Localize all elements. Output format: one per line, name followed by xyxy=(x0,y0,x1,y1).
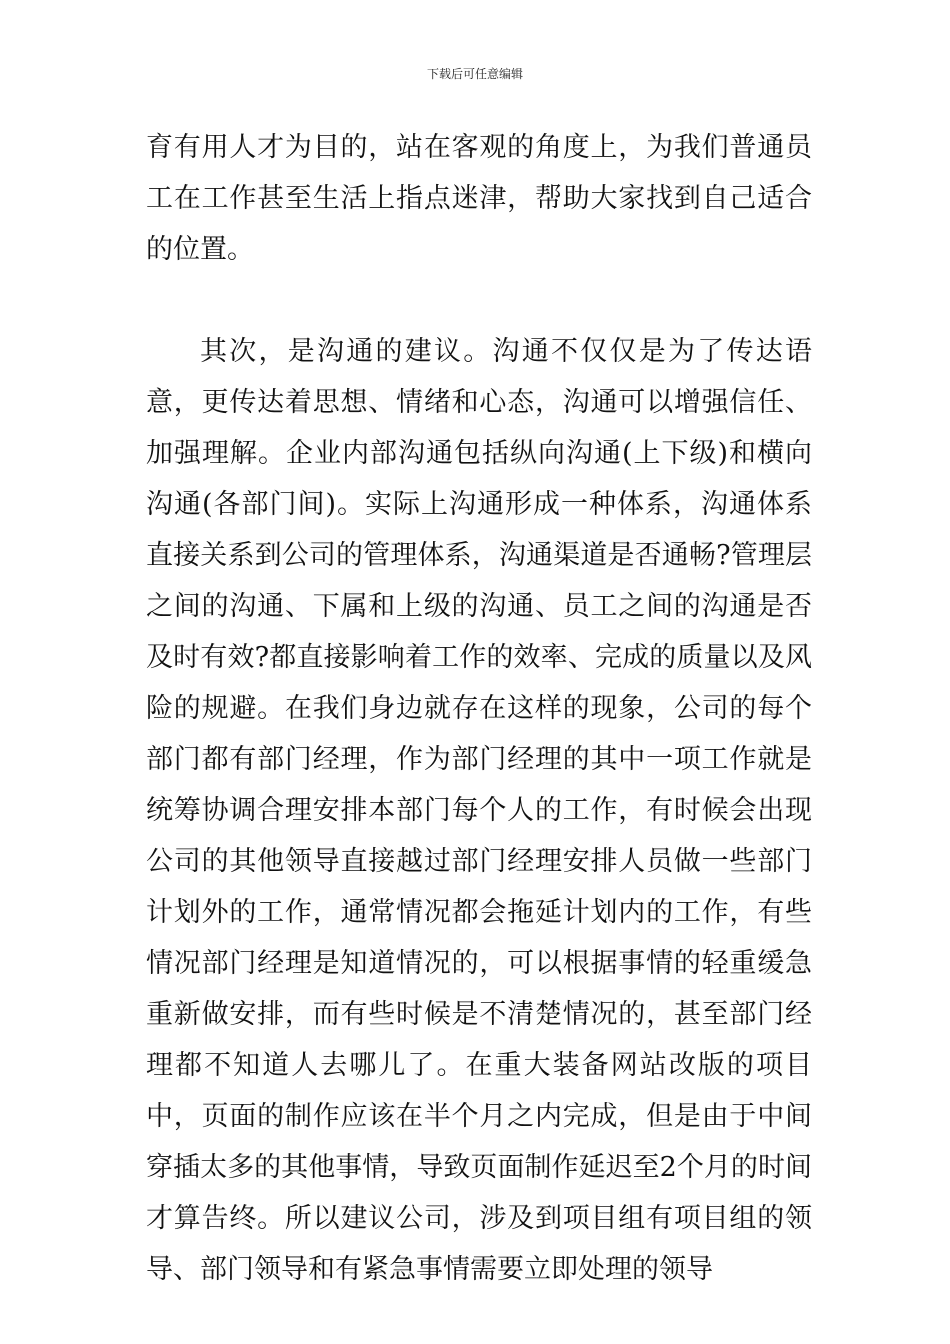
page-header-note: 下载后可任意编辑 xyxy=(426,67,523,81)
paragraph-communication: 其次，是沟通的建议。沟通不仅仅是为了传达语意，更传达着思想、情绪和心态，沟通可以增强信任、加强理解。企业内部沟通包括纵向沟通(上下级)和横向沟通(各部门间)。实际上沟通形成一种体系，沟通体系直接关系到公司的管理体系，沟通渠道是否通畅?管理层之间的沟通、下属和上级的沟通、员工之间的沟通是否及时有效?都直接影响着工作的效率、完成的质量以及风险的规避。在我们身边就存在这样的现象，公司的每个部门都有部门经理，作为部门经理的其中一项工作就是统筹协调合理安排本部门每个人的工作，有时候会出现公司的其他领导直接越过部门经理安排人员做一些部门计划外的工作，通常情况都会拖延计划内的工作，有些情况部门经理是知道情况的，可以根据事情的轻重缓急重新做安排，而有些时候是不清楚情况的，甚至部门经理都不知道人去哪儿了。在重大装备网站改版的项目中，页面的制作应该在半个月之内完成，但是由于中间穿插太多的其他事情，导致页面制作延迟至2个月的时间才算告终。所以建议公司，涉及到项目组有项目组的领导、部门领导和有紧急事情需要立即处理的领导 xyxy=(146,336,812,1285)
paragraph-continued: 育有用人才为目的，站在客观的角度上，为我们普通员工在工作甚至生活上指点迷津，帮助大家找到自己适合的位置。 xyxy=(146,132,812,265)
document-body xyxy=(146,122,812,1295)
